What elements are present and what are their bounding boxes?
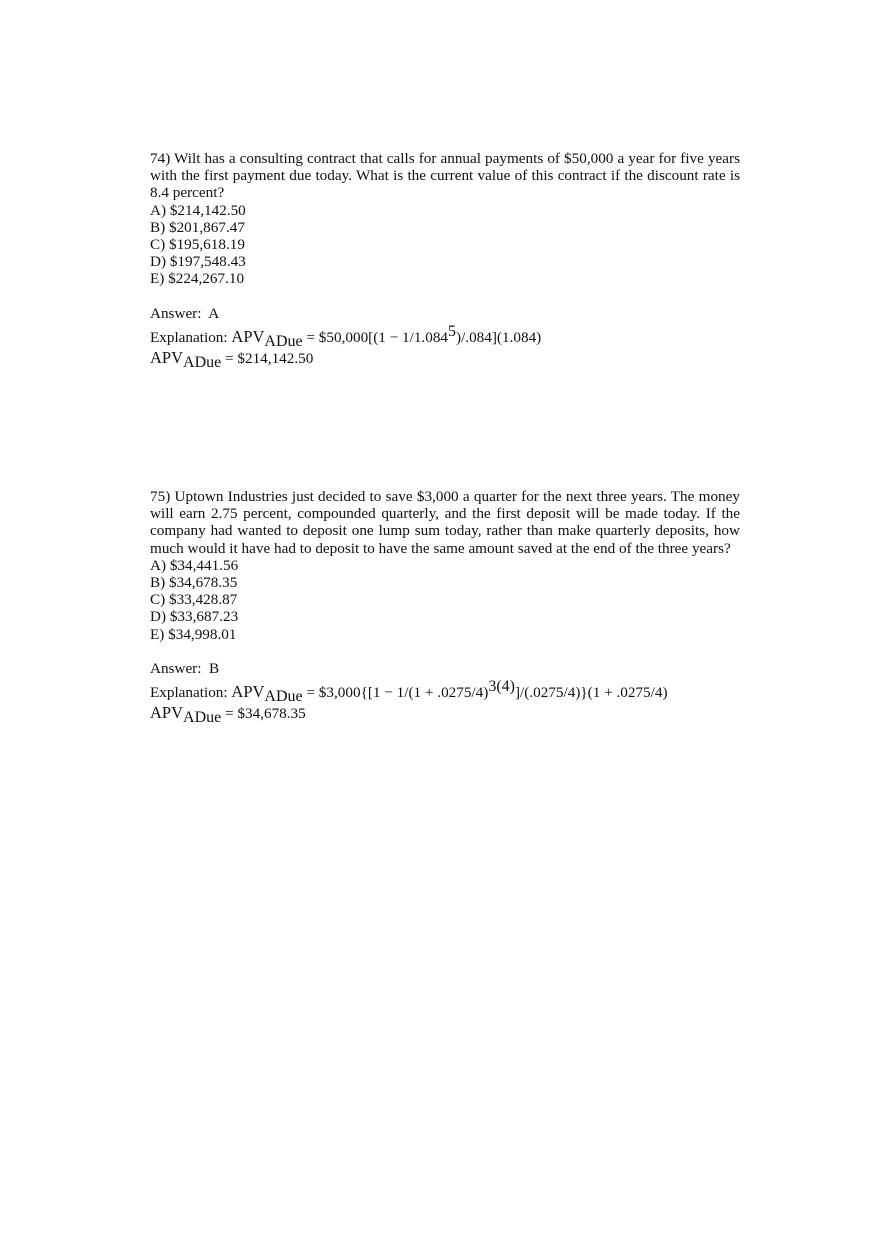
choice-c: C) $195,618.19: [150, 236, 245, 254]
explanation-label: Explanation:: [150, 328, 232, 346]
answer-key: Answer: B: [150, 659, 220, 677]
choice-e: E) $224,267.10: [150, 270, 245, 288]
explanation-result: [150, 347, 740, 371]
formula-lhs: APV: [231, 682, 265, 702]
question-stem: 74) Wilt has a consulting contract that calls for annual payments of $50,000 a year for five years with the first payment due today. What is the current value of this contract if the discount rate is 8.4 percent?: [150, 150, 740, 202]
result-value: = $34,678.35: [221, 705, 306, 723]
choice-c: C) $33,428.87: [150, 591, 238, 609]
choice-b: B) $34,678.35: [150, 574, 238, 592]
explanation-formula: [150, 678, 740, 706]
choice-e: E) $34,998.01: [150, 625, 237, 643]
answer-key: Answer: A: [150, 304, 220, 322]
formula-exponent: 5: [448, 322, 457, 340]
formula-part-b: )/.084](1.084): [456, 328, 542, 346]
formula-part-a: = $3,000{[1 − 1/(1 + .0275/4): [302, 684, 489, 702]
choice-b: B) $201,867.47: [150, 218, 245, 236]
choice-a: A) $34,441.56: [150, 556, 239, 574]
result-lhs-subscript: ADue: [183, 709, 222, 727]
formula-lhs-subscript: ADue: [264, 332, 303, 350]
answer-choices: [150, 557, 740, 643]
explanation-label: Explanation:: [150, 684, 232, 702]
result-lhs-subscript: ADue: [183, 353, 222, 371]
result-lhs: APV: [150, 703, 184, 723]
formula-part-b: ]/(.0275/4)}(1 + .0275/4): [515, 684, 668, 702]
choice-d: D) $33,687.23: [150, 608, 239, 626]
choice-a: A) $214,142.50: [150, 201, 246, 219]
explanation-formula: [150, 322, 740, 350]
question-75: [150, 488, 740, 727]
result-value: = $214,142.50: [221, 349, 314, 367]
question-stem: 75) Uptown Industries just decided to save $3,000 a quarter for the next three years. The money will earn 2.75 percent, compounded quarterly, and the first deposit will be made today. If the company had wanted to deposit one lump sum today, rather than make quarterly deposits, how much would it have had to deposit to have the same amount saved at the end of the three years?: [150, 488, 740, 557]
formula-lhs-subscript: ADue: [264, 688, 303, 706]
answer-choices: [150, 202, 740, 288]
formula-exponent: 3(4): [488, 678, 515, 696]
formula-part-a: = $50,000[(1 − 1/1.084: [302, 328, 449, 346]
result-lhs: APV: [150, 347, 184, 367]
explanation-result: [150, 703, 740, 727]
formula-lhs: APV: [231, 326, 265, 346]
choice-d: D) $197,548.43: [150, 253, 246, 271]
question-74: [150, 150, 740, 371]
